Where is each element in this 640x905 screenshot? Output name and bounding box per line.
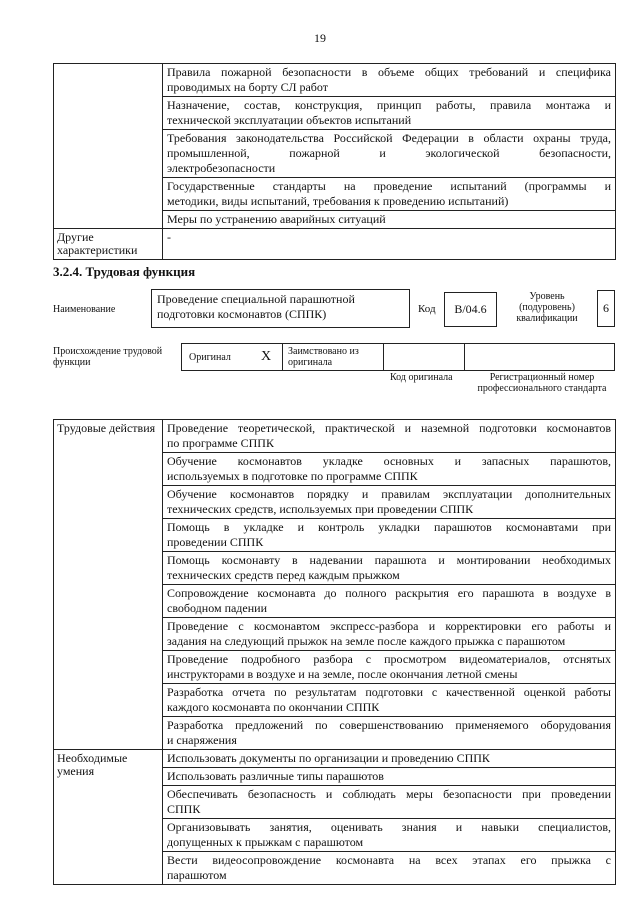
labor-actions-label: Трудовые действия [54, 420, 163, 750]
borrowed-label: Заимствовано из оригинала [288, 346, 359, 368]
reg-number-caption: Регистрационный номер профессионального стандарта [477, 372, 607, 394]
level-value: 6 [603, 301, 609, 315]
original-label: Оригинал [189, 352, 231, 363]
function-table [53, 419, 616, 885]
required-skills-label: Необходимые умения [54, 750, 163, 885]
function-name: Проведение специальной парашютной подготовки космонавтов (СППК) [157, 292, 355, 321]
origin-box [181, 343, 615, 371]
skill-item: Использовать документы по организации и проведению СППК [163, 750, 616, 768]
knowledge-item: Меры по устранению аварийных ситуаций [163, 211, 616, 229]
origin-divider [282, 344, 283, 370]
origin-divider [383, 344, 384, 370]
labor-action-item: Помощь в укладке и контроль укладки парашютов космонавтами при проведении СППК [163, 519, 616, 552]
labor-action-item: Обучение космонавтов укладке основных и запасных парашютов, используемых в подготовке по программе СППК [163, 453, 616, 486]
knowledge-item: Правила пожарной безопасности в объеме общих требований и специфика проводимых на борту СЛ работ [163, 64, 616, 97]
other-characteristics-label: Другие характеристики [54, 229, 163, 260]
skill-item: Организовывать занятия, оценивать знания и навыки специалистов, допущенных к прыжкам с парашютом [163, 819, 616, 852]
knowledge-item: Государственные стандарты на проведение испытаний (программы и методики, виды испытаний, требования к проведению испытаний) [163, 178, 616, 211]
code-original-caption: Код оригинала [390, 372, 453, 383]
knowledge-label-cell [54, 64, 163, 229]
knowledge-item: Требования законодательства Российской Федерации в области охраны труда, промышленной, пожарной и экологической безопасности, электробезопасности [163, 130, 616, 178]
function-name-box [151, 289, 410, 328]
skill-item: Обеспечивать безопасность и соблюдать меры безопасности при проведении СППК [163, 786, 616, 819]
labor-action-item: Разработка отчета по результатам подготовки с качественной оценкой работы каждого космонавта по окончании СППК [163, 684, 616, 717]
skill-item: Использовать различные типы парашютов [163, 768, 616, 786]
level-label: Уровень (подуровень) квалификации [516, 291, 578, 324]
labor-action-item: Проведение с космонавтом экспресс-разбора и корректировки его работы и задания на следующий прыжок на земле после каждого прыжка с парашютом [163, 618, 616, 651]
origin-divider [464, 344, 465, 370]
name-label: Наименование [53, 304, 116, 315]
original-mark: X [261, 349, 272, 364]
labor-action-item: Помощь космонавту в надевании парашюта и монтировании необходимых технических средств перед каждым прыжком [163, 552, 616, 585]
section-heading: 3.2.4. Трудовая функция [53, 264, 196, 279]
page-number: 19 [314, 31, 326, 45]
function-code: В/04.6 [454, 302, 487, 316]
origin-label: Происхождение трудовой функции [53, 346, 163, 368]
knowledge-table [53, 63, 616, 260]
skill-item: Вести видеосопровождение космонавта на всех этапах его прыжка с парашютом [163, 852, 616, 885]
level-box [597, 290, 615, 327]
labor-action-item: Разработка предложений по совершенствованию применяемого оборудования и снаряжения [163, 717, 616, 750]
labor-action-item: Обучение космонавтов порядку и правилам эксплуатации дополнительных технических средств, используемых при проведении СППК [163, 486, 616, 519]
code-label: Код [418, 303, 436, 315]
knowledge-item: Назначение, состав, конструкция, принцип работы, правила монтажа и технической эксплуатации объектов испытаний [163, 97, 616, 130]
labor-action-item: Проведение теоретической, практической и наземной подготовки космонавтов по программе СППК [163, 420, 616, 453]
labor-action-item: Проведение подробного разбора с просмотром видеоматериалов, отснятых инструкторами в воздухе и на земле, после окончания летной смены [163, 651, 616, 684]
labor-action-item: Сопровождение космонавта до полного раскрытия его парашюта в воздухе в свободном падении [163, 585, 616, 618]
other-characteristics-value: - [163, 229, 616, 260]
function-code-box [444, 292, 497, 327]
